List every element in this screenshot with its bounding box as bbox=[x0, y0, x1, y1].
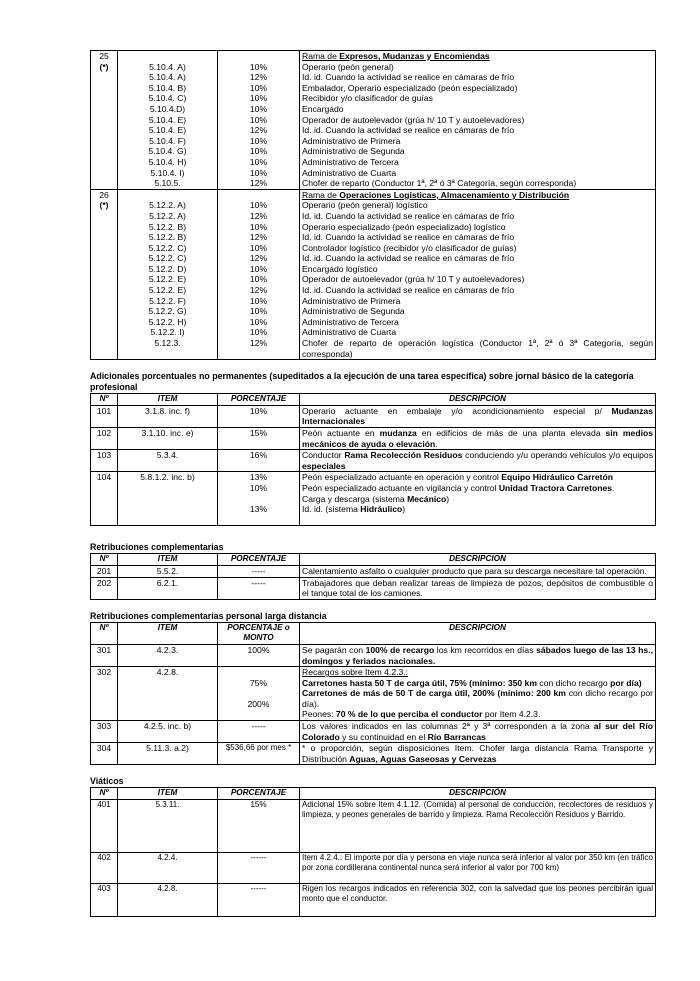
row-percentage: 15% bbox=[218, 428, 300, 450]
row-code bbox=[91, 338, 118, 360]
text: en edificios de más de una planta elevada bbox=[416, 428, 606, 438]
row-percentage: 10% bbox=[218, 200, 300, 211]
table-row bbox=[91, 450, 656, 472]
table-row bbox=[91, 644, 656, 666]
bold-text: Rama Recolección Residuos bbox=[344, 450, 463, 461]
row-percentage: 12% bbox=[218, 338, 300, 360]
table-row bbox=[91, 232, 656, 243]
row-item: 5.10.4.D) bbox=[118, 104, 218, 115]
row-code: 25 bbox=[91, 51, 118, 62]
section-title-viaticos: Viáticos bbox=[90, 776, 124, 787]
row-description: Id. id. Cuando la actividad se realice en cámaras de frío bbox=[300, 285, 656, 296]
row-percentage: 10% bbox=[218, 115, 300, 126]
row-description: Administrativo de Tercera bbox=[300, 157, 656, 168]
branch-heading bbox=[302, 190, 569, 200]
row-item: 5.12.2. D) bbox=[118, 264, 218, 275]
row-number: 402 bbox=[91, 853, 118, 884]
row-description: Operario (peón general) logístico bbox=[300, 200, 656, 211]
row-item: 5.12.2. F) bbox=[118, 296, 218, 307]
row-item: 6.2.1. bbox=[118, 577, 218, 599]
percentage-line bbox=[220, 494, 297, 505]
row-percentage: 75% 200% bbox=[218, 667, 300, 721]
row-percentage: 10% bbox=[218, 146, 300, 157]
row-description: Controlador logístico (recibidor y/o clasificador de guías) bbox=[300, 243, 656, 254]
row-description bbox=[300, 428, 656, 450]
row-number: 102 bbox=[91, 428, 118, 450]
row-item: 5.12.2. I) bbox=[118, 327, 218, 338]
table-row bbox=[91, 338, 656, 360]
text: . bbox=[612, 482, 615, 493]
section-title-retribuciones: Retribuciones complementarias bbox=[90, 542, 224, 553]
bold-text: Equipo Hidráulico Carretón bbox=[501, 472, 613, 483]
branch-heading bbox=[302, 51, 490, 61]
row-percentage: 10% bbox=[218, 274, 300, 285]
row-percentage bbox=[218, 189, 300, 200]
row-description: Encargado bbox=[300, 104, 656, 115]
row-description bbox=[300, 189, 656, 200]
row-percentage: 10% bbox=[218, 83, 300, 94]
document-page bbox=[90, 50, 656, 917]
table-row bbox=[91, 157, 656, 168]
row-percentage: 10% bbox=[218, 104, 300, 115]
row-description: Administrativo de Cuarta bbox=[300, 168, 656, 179]
row-item: 5.12.2. B) bbox=[118, 222, 218, 233]
table-row bbox=[91, 264, 656, 275]
col-header-n: Nº bbox=[91, 788, 118, 800]
text: Id. id. (sistema bbox=[302, 504, 361, 515]
row-description: Administrativo de Segunda bbox=[300, 146, 656, 157]
row-description: Calentamiento asfalto o cualquier producto que para su descarga necesitare tal operación. bbox=[300, 565, 656, 577]
row-number: 401 bbox=[91, 800, 118, 853]
row-percentage: 12% bbox=[218, 285, 300, 296]
text: conduciendo y/u operando vehículos y/o equipos bbox=[462, 450, 653, 461]
table-row bbox=[91, 168, 656, 179]
row-code bbox=[91, 136, 118, 147]
row-code bbox=[91, 125, 118, 136]
row-description: Recargos sobre Item 4.2.3.: Carretones hasta 50 T de carga útil, 75% (mínimo: 350 km con dicho recargo por día) Carretones de más de 50 T de carga útil, 200% (mínimo: 200 km con dicho recargo por día). Peones: 70 % de lo que perciba el conductor por Item 4.2.3. bbox=[300, 667, 656, 721]
table-row bbox=[91, 405, 656, 427]
row-number: 301 bbox=[91, 644, 118, 666]
bold-text: Mudanzas Internacionales bbox=[302, 405, 653, 427]
row-item: 5.10.4. B) bbox=[118, 83, 218, 94]
row-percentage: 100% bbox=[218, 644, 300, 666]
row-percentage: ------ bbox=[218, 853, 300, 884]
row-description: Chofer de reparto (Conductor 1ª, 2ª ó 3ª Categoría, según corresponda) bbox=[300, 178, 656, 189]
row-item: 5.10.4. A) bbox=[118, 62, 218, 73]
table-row bbox=[91, 72, 656, 83]
text: ) bbox=[446, 493, 450, 504]
table-row bbox=[91, 327, 656, 338]
row-description: Id. id. Cuando la actividad se realice en cámaras de frío bbox=[300, 125, 656, 136]
row-description bbox=[300, 472, 656, 526]
row-number: 104 bbox=[91, 472, 118, 526]
row-description: Administrativo de Tercera bbox=[300, 317, 656, 328]
row-percentage: 12% bbox=[218, 178, 300, 189]
row-description: Administrativo de Primera bbox=[300, 136, 656, 147]
row-code bbox=[91, 211, 118, 222]
row-description: Item 4.2.4.: El importe por día y persona en viaje nunca será inferior al valor por 350 km (en tráfico por zona cordillerana continental nunca será inferior al valor por 700 km) bbox=[300, 853, 656, 884]
row-item: 4.2.5. inc. b) bbox=[118, 721, 218, 743]
row-number: 304 bbox=[91, 743, 118, 765]
text: Carga y descarga (sistema bbox=[302, 493, 408, 504]
table-row bbox=[91, 222, 656, 233]
description-line bbox=[302, 483, 653, 494]
row-item: 5.3.11. bbox=[118, 800, 218, 853]
row-description: Encargado logístico bbox=[300, 264, 656, 275]
branch-prefix: Rama de bbox=[302, 189, 340, 200]
row-code bbox=[91, 72, 118, 83]
row-number: 303 bbox=[91, 721, 118, 743]
table-row bbox=[91, 285, 656, 296]
table-row bbox=[91, 125, 656, 136]
row-description: Id. id. Cuando la actividad se realice en cámaras de frío bbox=[300, 72, 656, 83]
row-code bbox=[91, 232, 118, 243]
row-item: 5.5.2. bbox=[118, 565, 218, 577]
row-code bbox=[91, 93, 118, 104]
table-row bbox=[91, 211, 656, 222]
col-header-item: ITEM bbox=[118, 554, 218, 566]
row-item: 5.10.4. G) bbox=[118, 146, 218, 157]
row-description: * o proporción, según disposiciones Item. Chofer larga distancia Rama Transporte y Distribución Aguas, Aguas Gaseosas y Cervezas bbox=[300, 743, 656, 765]
text: Conductor bbox=[302, 450, 345, 461]
row-item: 5.12.2. B) bbox=[118, 232, 218, 243]
row-percentage: 10% bbox=[218, 306, 300, 317]
retribuciones-table bbox=[90, 553, 656, 599]
row-description: Recibidor y/o clasificador de guías bbox=[300, 93, 656, 104]
row-percentage: 10% bbox=[218, 264, 300, 275]
row-code bbox=[91, 285, 118, 296]
text: Peón especializado actuante en operación y control bbox=[302, 472, 502, 483]
col-header-n: Nº bbox=[91, 622, 118, 644]
row-item: 5.12.2. A) bbox=[118, 211, 218, 222]
row-item: 5.12.2. A) bbox=[118, 200, 218, 211]
row-item bbox=[118, 51, 218, 62]
row-number: 103 bbox=[91, 450, 118, 472]
row-item: 3.1.10. inc. e) bbox=[118, 428, 218, 450]
table-row bbox=[91, 178, 656, 189]
table-row bbox=[91, 317, 656, 328]
table-row bbox=[91, 93, 656, 104]
table-row bbox=[91, 274, 656, 285]
row-code: (*) bbox=[91, 200, 118, 211]
row-code bbox=[91, 243, 118, 254]
row-percentage bbox=[218, 472, 300, 526]
row-percentage: 10% bbox=[218, 243, 300, 254]
row-code bbox=[91, 168, 118, 179]
row-percentage: 10% bbox=[218, 62, 300, 73]
col-header-pct: PORCENTAJE bbox=[218, 394, 300, 406]
table-row bbox=[91, 577, 656, 599]
row-description bbox=[300, 405, 656, 427]
row-percentage: 12% bbox=[218, 211, 300, 222]
section-title-larga-distancia: Retribuciones complementarias personal larga distancia bbox=[90, 610, 327, 621]
row-number: 101 bbox=[91, 405, 118, 427]
row-description: Operario (peón general) bbox=[300, 62, 656, 73]
row-percentage: 10% bbox=[218, 157, 300, 168]
row-percentage: 10% bbox=[218, 327, 300, 338]
row-item: 5.10.4. A) bbox=[118, 72, 218, 83]
row-code bbox=[91, 104, 118, 115]
row-code bbox=[91, 296, 118, 307]
row-percentage bbox=[218, 51, 300, 62]
table-row bbox=[91, 472, 656, 526]
row-item: 5.12.2. C) bbox=[118, 243, 218, 254]
adicionales-table bbox=[90, 393, 656, 526]
row-item: 5.10.4. C) bbox=[118, 93, 218, 104]
viaticos-table bbox=[90, 787, 656, 917]
row-description: Id. id. Cuando la actividad se realice en cámaras de frío bbox=[300, 232, 656, 243]
row-percentage: 15% bbox=[218, 800, 300, 853]
col-header-item: ITEM bbox=[118, 622, 218, 644]
percentage-line: 13% bbox=[249, 504, 268, 515]
row-description: Trabajadores que deban realizar tareas de limpieza de pozos, depósitos de combustible o el tanque total de los camiones. bbox=[300, 577, 656, 599]
row-code: 26 bbox=[91, 189, 118, 200]
col-header-desc: DESCRIPCIÓN bbox=[300, 788, 656, 800]
row-item: 5.10.4. E) bbox=[118, 115, 218, 126]
row-item: 5.10.4. H) bbox=[118, 157, 218, 168]
row-item: 4.2.8. bbox=[118, 884, 218, 917]
row-percentage: $536,66 por mes * bbox=[218, 743, 300, 765]
row-code bbox=[91, 157, 118, 168]
table-row bbox=[91, 743, 656, 765]
text: ) bbox=[402, 504, 406, 515]
col-header-n: Nº bbox=[91, 554, 118, 566]
table-row bbox=[91, 800, 656, 853]
row-description: Adicional 15% sobre Item 4.1.12. (Comida) al personal de conducción, recolectores de residuos y limpieza, y peones generales de barrido y limpieza. Rama Recolección Residuos y Barrido. bbox=[300, 800, 656, 853]
row-item: 5.12.2. E) bbox=[118, 285, 218, 296]
text: . bbox=[435, 438, 438, 449]
row-percentage: 10% bbox=[218, 317, 300, 328]
row-item: 3.1.8. inc. f) bbox=[118, 405, 218, 427]
table-row bbox=[91, 721, 656, 743]
row-description: Administrativo de Segunda bbox=[300, 306, 656, 317]
table-row bbox=[91, 306, 656, 317]
table-row bbox=[91, 253, 656, 264]
table-row bbox=[91, 146, 656, 157]
row-code bbox=[91, 264, 118, 275]
percentage-line: 10% bbox=[249, 482, 268, 493]
row-item: 5.12.2. E) bbox=[118, 274, 218, 285]
bold-text: Mecánico bbox=[407, 493, 447, 504]
row-percentage: ----- bbox=[218, 565, 300, 577]
row-item: 5.11.3. a.2) bbox=[118, 743, 218, 765]
row-code bbox=[91, 146, 118, 157]
bold-text: Unidad Tractora Carretones bbox=[498, 482, 613, 493]
row-percentage: 12% bbox=[218, 253, 300, 264]
row-item: 5.3.4. bbox=[118, 450, 218, 472]
col-header-item: ITEM bbox=[118, 788, 218, 800]
row-number: 201 bbox=[91, 565, 118, 577]
branch-prefix: Rama de bbox=[302, 51, 340, 61]
bold-text: mudanza bbox=[379, 428, 417, 438]
branch-name: Expresos, Mudanzas y Encomiendas bbox=[339, 51, 490, 61]
table-row bbox=[91, 115, 656, 126]
row-item bbox=[118, 189, 218, 200]
row-description: Operario especializado (peón especializado) logístico bbox=[300, 222, 656, 233]
table-row bbox=[91, 136, 656, 147]
bold-text: sin medios mecánicos de ayuda o elevación bbox=[302, 428, 654, 449]
row-item: 4.2.3. bbox=[118, 644, 218, 666]
table-row bbox=[91, 189, 656, 200]
text: Peón especializado actuante en vigilancia y control bbox=[302, 482, 499, 493]
table-row bbox=[91, 104, 656, 115]
row-item: 5.10.4. F) bbox=[118, 136, 218, 147]
row-description: Operador de autoelevador (grúa h/ 10 T y autoelevadores) bbox=[300, 115, 656, 126]
table-row bbox=[91, 51, 656, 62]
table-row bbox=[91, 62, 656, 73]
row-percentage: 10% bbox=[218, 222, 300, 233]
row-description bbox=[300, 450, 656, 472]
col-header-desc: DESCRIPCION bbox=[300, 554, 656, 566]
row-description: Embalador, Operario especializado (peón especializado) bbox=[300, 83, 656, 94]
row-description: Id. id. Cuando la actividad se realice en cámaras de frío bbox=[300, 211, 656, 222]
row-code bbox=[91, 274, 118, 285]
row-item: 5.10.4. I) bbox=[118, 168, 218, 179]
row-percentage: 16% bbox=[218, 450, 300, 472]
branch-name: Operaciones Logísticas, Almacenamiento y Distribución bbox=[339, 189, 570, 200]
row-code bbox=[91, 327, 118, 338]
table-row bbox=[91, 296, 656, 307]
table-row bbox=[91, 853, 656, 884]
row-percentage: ------ bbox=[218, 884, 300, 917]
row-code bbox=[91, 253, 118, 264]
row-percentage: 10% bbox=[218, 405, 300, 427]
row-percentage: 10% bbox=[218, 296, 300, 307]
table-row bbox=[91, 667, 656, 721]
table-row bbox=[91, 243, 656, 254]
larga-distancia-table bbox=[90, 622, 656, 766]
row-code bbox=[91, 178, 118, 189]
branch-table bbox=[90, 50, 656, 360]
row-code: (*) bbox=[91, 62, 118, 73]
row-description: Los valores indicados en las columnas 2ª y 3ª corresponden a la zona al sur del Río Colorado y su continuidad en el Río Barrancas bbox=[300, 721, 656, 743]
col-header-desc: DESCRIPCION bbox=[300, 394, 656, 406]
bold-text: Hidráulico bbox=[360, 504, 403, 515]
row-description: Chofer de reparto de operación logística (Conductor 1ª, 2ª ó 3ª Categoría, según corresponda) bbox=[300, 338, 656, 360]
table-row bbox=[91, 565, 656, 577]
row-item: 5.10.5. bbox=[118, 178, 218, 189]
row-percentage: 10% bbox=[218, 136, 300, 147]
row-description: Administrativo de Primera bbox=[300, 296, 656, 307]
row-item: 5.12.2. H) bbox=[118, 317, 218, 328]
percentage-line: 13% bbox=[249, 472, 268, 483]
row-description: Operador de autoelevador (grúa h/ 10 T y autoelevadores) bbox=[300, 274, 656, 285]
spacer bbox=[302, 515, 653, 526]
row-percentage: ----- bbox=[218, 577, 300, 599]
row-code bbox=[91, 83, 118, 94]
row-number: 202 bbox=[91, 577, 118, 599]
row-item: 5.12.2. C) bbox=[118, 253, 218, 264]
table-row bbox=[91, 200, 656, 211]
col-header-desc: DESCRIPCION bbox=[300, 622, 656, 644]
row-item: 5.8.1.2. inc. b) bbox=[118, 472, 218, 526]
row-item: 4.2.8. bbox=[118, 667, 218, 721]
row-item: 5.10.4. E) bbox=[118, 125, 218, 136]
row-code bbox=[91, 306, 118, 317]
bold-text: especiales bbox=[302, 460, 346, 471]
row-code bbox=[91, 115, 118, 126]
row-item: 5.12.3. bbox=[118, 338, 218, 360]
col-header-pct: PORCENTAJE o MONTO bbox=[218, 622, 300, 644]
table-row bbox=[91, 83, 656, 94]
row-number: 302 bbox=[91, 667, 118, 721]
row-description: Administrativo de Cuarta bbox=[300, 327, 656, 338]
row-description: Se pagarán con 100% de recargo los km recorridos en días sábados luego de las 13 hs., domingos y feriados nacionales. bbox=[300, 644, 656, 666]
description-line bbox=[302, 504, 653, 515]
col-header-pct: PORCENTAJE bbox=[218, 554, 300, 566]
row-code bbox=[91, 222, 118, 233]
section-title-adicionales: Adicionales porcentuales no permanentes (supeditados a la ejecución de una tarea específica) sobre jornal básico de la categoría profesional bbox=[90, 371, 634, 393]
row-percentage: 10% bbox=[218, 168, 300, 179]
row-item: 4.2.4. bbox=[118, 853, 218, 884]
row-percentage: 12% bbox=[218, 125, 300, 136]
row-description: Id. id. Cuando la actividad se realice en cámaras de frío bbox=[300, 253, 656, 264]
col-header-n: Nº bbox=[91, 394, 118, 406]
row-percentage: 12% bbox=[218, 72, 300, 83]
col-header-item: ITEM bbox=[118, 394, 218, 406]
row-item: 5.12.2. G) bbox=[118, 306, 218, 317]
row-description bbox=[300, 51, 656, 62]
row-description: Rigen los recargos indicados en referencia 302, con la salvedad que los peones percibirán igual monto que el conductor. bbox=[300, 884, 656, 917]
row-number: 403 bbox=[91, 884, 118, 917]
row-percentage: 10% bbox=[218, 93, 300, 104]
description-line bbox=[302, 472, 653, 483]
col-header-pct: PORCENTAJE bbox=[218, 788, 300, 800]
description-line bbox=[302, 494, 653, 505]
table-row bbox=[91, 428, 656, 450]
table-row bbox=[91, 884, 656, 917]
text: Operario actuante en embalaje y/o acondicionamiento especial p/ bbox=[302, 405, 612, 416]
row-percentage: ----- bbox=[218, 721, 300, 743]
text: Peón actuante en bbox=[302, 428, 380, 438]
row-percentage: 12% bbox=[218, 232, 300, 243]
row-code bbox=[91, 317, 118, 328]
